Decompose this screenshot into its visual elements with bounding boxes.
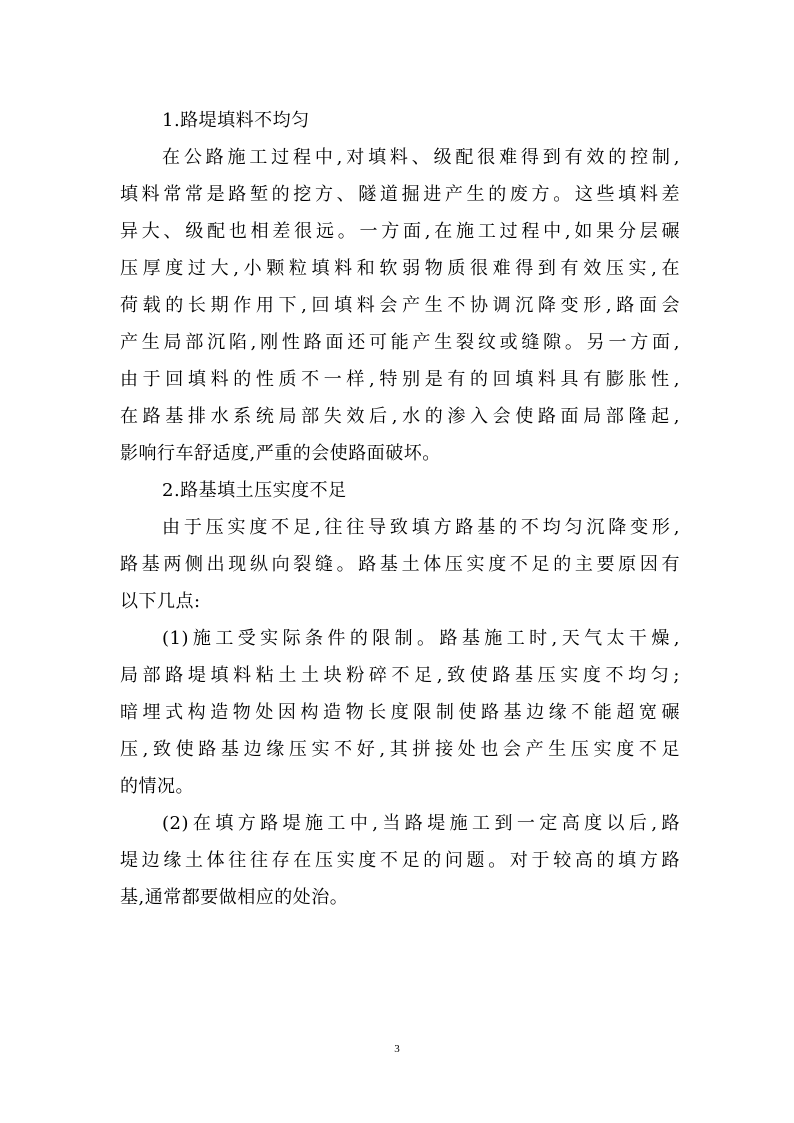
paragraph-line: 堤边缘土体往往存在压实度不足的问题。对于较高的填方路 <box>120 850 680 871</box>
paragraph-line: 填料常常是路堑的挖方、隧道掘进产生的废方。这些填料差 <box>120 184 680 205</box>
paragraph-line: 由于回填料的性质不一样,特别是有的回填料具有膨胀性, <box>120 369 680 390</box>
body-text <box>120 102 680 916</box>
paragraph-line: 影响行车舒适度,严重的会使路面破坏。 <box>120 443 441 464</box>
section-heading: 2.路基填土压实度不足 <box>162 480 347 501</box>
paragraph-line: 在路基排水系统局部失效后,水的渗入会使路面局部隆起, <box>120 406 680 427</box>
paragraph-line: 以下几点: <box>120 591 201 612</box>
paragraph-line: 的情况。 <box>120 776 194 797</box>
paragraph-line: 产生局部沉陷,刚性路面还可能产生裂纹或缝隙。另一方面, <box>120 332 680 353</box>
paragraph-line: 压,致使路基边缘压实不好,其拼接处也会产生压实度不足 <box>120 739 680 760</box>
paragraph-line: 暗埋式构造物处因构造物长度限制使路基边缘不能超宽碾 <box>120 702 680 723</box>
paragraph-line: 由于压实度不足,往往导致填方路基的不均匀沉降变形, <box>162 517 680 538</box>
page-number: 3 <box>394 1043 400 1055</box>
paragraph-line: 路基两侧出现纵向裂缝。路基土体压实度不足的主要原因有 <box>120 554 680 575</box>
paragraph-line: 基,通常都要做相应的处治。 <box>120 887 349 908</box>
paragraph-line: (1)施工受实际条件的限制。路基施工时,天气太干燥, <box>162 628 680 649</box>
paragraph-line: 局部路堤填料粘土土块粉碎不足,致使路基压实度不均匀; <box>120 665 680 686</box>
paragraph-line: (2)在填方路堤施工中,当路堤施工到一定高度以后,路 <box>162 813 680 834</box>
section-heading: 1.路堤填料不均匀 <box>162 110 310 131</box>
paragraph-line: 在公路施工过程中,对填料、级配很难得到有效的控制, <box>162 147 680 168</box>
paragraph-line: 异大、级配也相差很远。一方面,在施工过程中,如果分层碾 <box>120 221 680 242</box>
paragraph-line: 压厚度过大,小颗粒填料和软弱物质很难得到有效压实,在 <box>120 258 680 279</box>
paragraph-line: 荷载的长期作用下,回填料会产生不协调沉降变形,路面会 <box>120 295 680 316</box>
